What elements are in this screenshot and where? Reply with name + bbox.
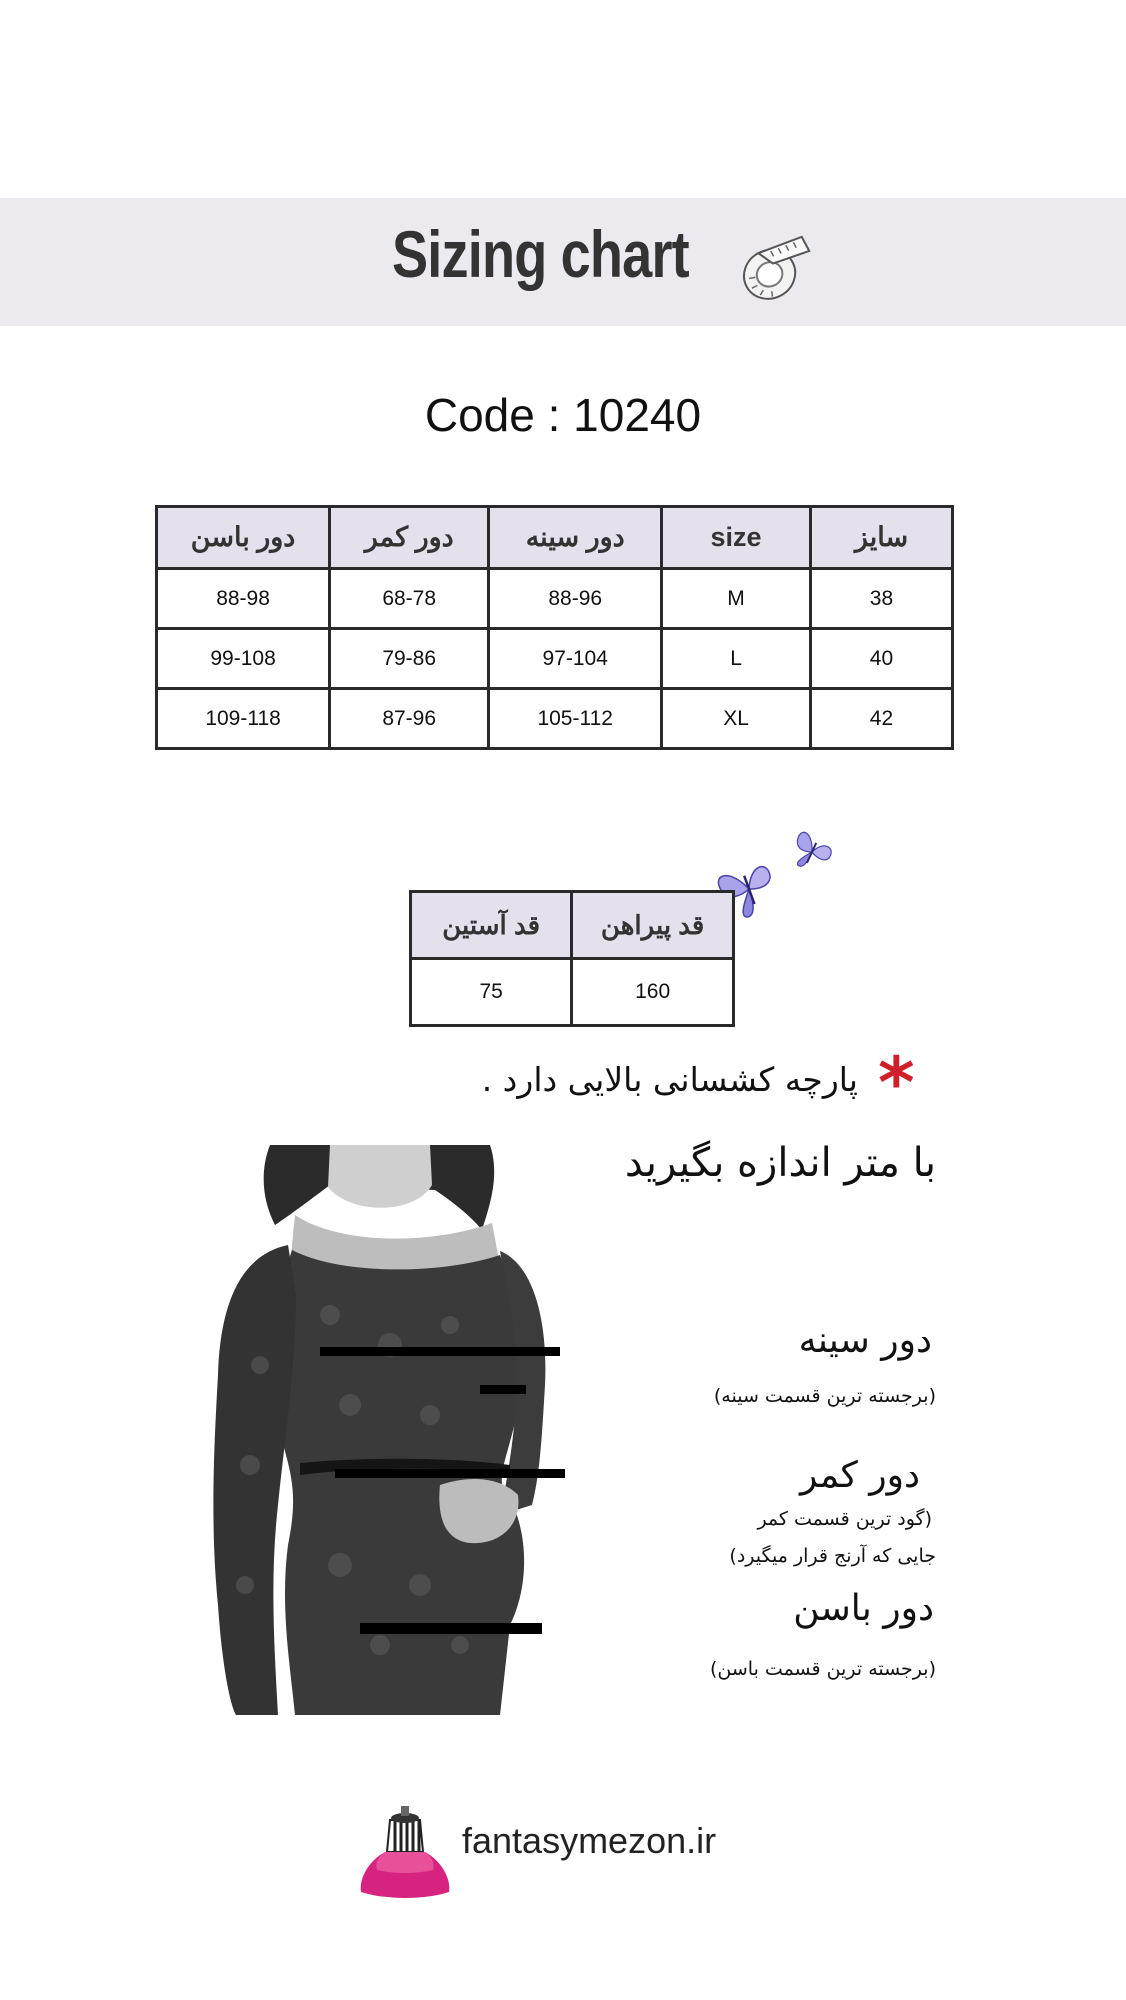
dress-logo-icon [355,1800,455,1900]
cell-hip: 88-98 [157,569,330,629]
table-row [157,689,953,749]
size-table-header [157,507,953,569]
measure-instructions: با متر اندازه بگیرید [624,1140,936,1186]
cell-sleeve-length: 75 [411,959,572,1026]
cell-hip: 99-108 [157,629,330,689]
header-size-en: size [662,507,811,569]
bust-description: (برجسته ترین قسمت سینه) [713,1385,936,1407]
waist-label: دور کمر [799,1455,920,1496]
cell-bust: 88-96 [489,569,662,629]
cell-size-fa: 38 [810,569,952,629]
product-code: Code : 10240 [424,389,702,441]
cell-hip: 109-118 [157,689,330,749]
cell-size-en: L [662,629,811,689]
waist-description-1: (گود ترین قسمت کمر [757,1508,932,1530]
header-sleeve-length: قد آستین [411,892,572,959]
table-row [157,629,953,689]
cell-waist: 68-78 [330,569,489,629]
butterfly-small-icon [788,828,836,876]
cell-waist: 79-86 [330,629,489,689]
asterisk-icon: * [878,1042,915,1124]
header-hip: دور باسن [157,507,330,569]
cell-size-fa: 40 [810,629,952,689]
fabric-note: پارچه کشسانی بالایی دارد . [481,1060,858,1099]
cell-bust: 97-104 [489,629,662,689]
length-table-header [411,892,734,959]
size-table [155,505,954,750]
bust-label: دور سینه [798,1320,932,1361]
model-photo [200,1145,620,1715]
table-row [411,959,734,1026]
hip-description: (برجسته ترین قسمت باسن) [710,1658,936,1680]
header-waist: دور کمر [330,507,489,569]
table-row [157,569,953,629]
website-link[interactable]: fantasymezon.ir [462,1820,717,1861]
header-bust: دور سینه [489,507,662,569]
cell-size-en: XL [662,689,811,749]
measuring-tape-icon [735,228,819,306]
cell-size-en: M [662,569,811,629]
page-title: Sizing chart [392,217,689,291]
header-size-fa: سایز [810,507,952,569]
length-table [409,890,735,1027]
cell-waist: 87-96 [330,689,489,749]
hip-label: دور باسن [793,1588,934,1629]
header-dress-length: قد پیراهن [572,892,734,959]
cell-bust: 105-112 [489,689,662,749]
cell-dress-length: 160 [572,959,734,1026]
cell-size-fa: 42 [810,689,952,749]
waist-description-2: جایی که آرنج قرار میگیرد) [729,1545,936,1567]
